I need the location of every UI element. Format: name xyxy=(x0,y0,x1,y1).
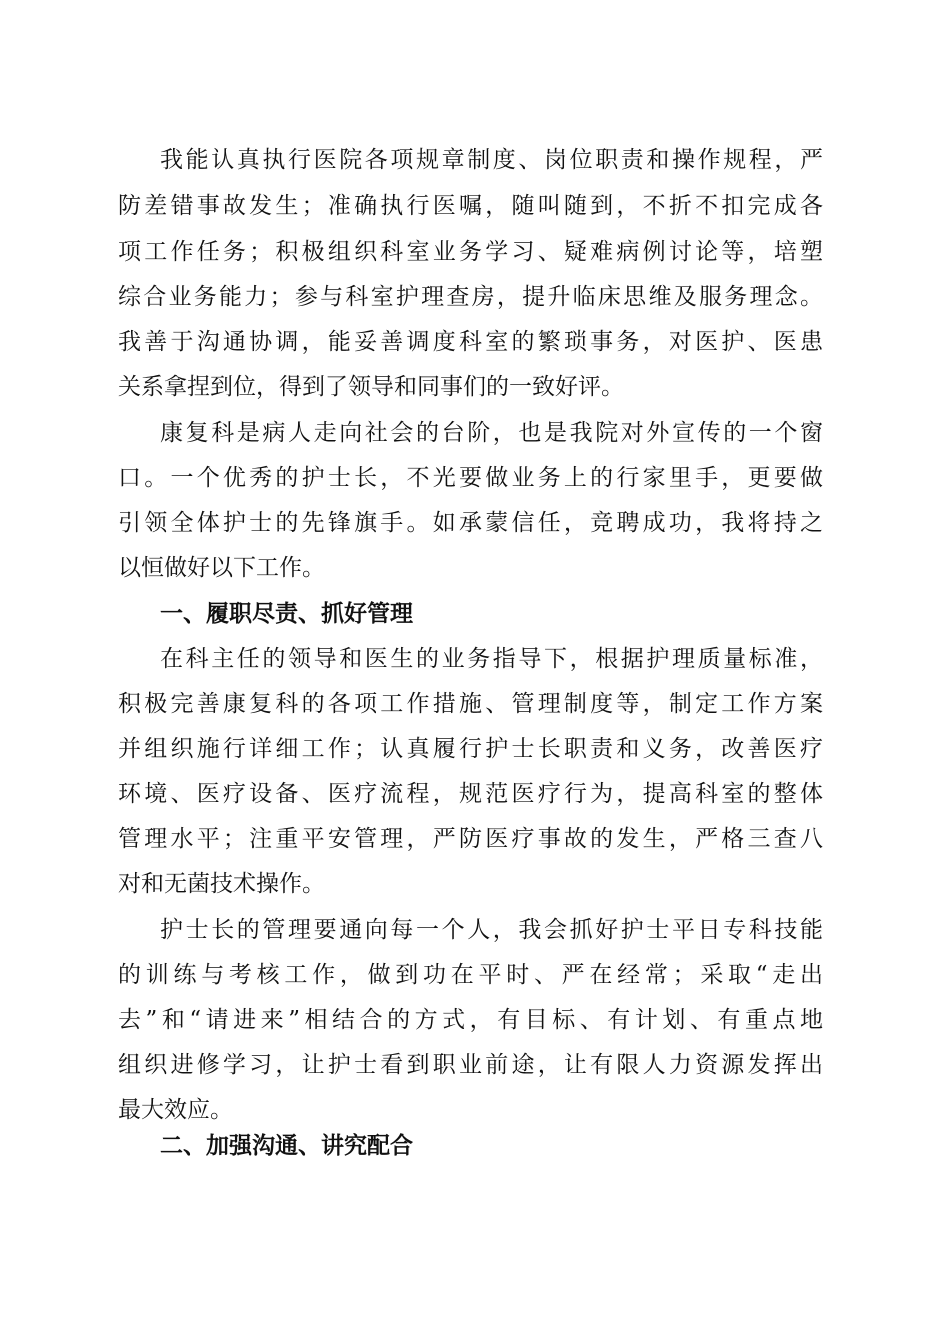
paragraph-2-line-1: 康复科是病人走向社会的台阶，也是我院对外宣传的一个窗 xyxy=(160,420,823,446)
paragraph-3-line-4: 环境、医疗设备、医疗流程，规范医疗行为，提高科室的整体 xyxy=(118,781,823,807)
section-heading-2: 二、加强沟通、讲究配合 xyxy=(160,1133,413,1159)
paragraph-4-line-4: 组织进修学习，让护士看到职业前途，让有限人力资源发挥出 xyxy=(118,1052,823,1078)
paragraph-1-line-1: 我能认真执行医院各项规章制度、岗位职责和操作规程，严 xyxy=(160,147,823,173)
paragraph-3-line-6: 对和无菌技术操作。 xyxy=(118,871,325,897)
paragraph-4-line-3: 去”和“请进来”相结合的方式，有目标、有计划、有重点地 xyxy=(118,1007,823,1033)
paragraph-3-line-1: 在科主任的领导和医生的业务指导下，根据护理质量标准， xyxy=(160,646,823,672)
paragraph-4-line-5: 最大效应。 xyxy=(118,1097,233,1123)
paragraph-2-line-3: 引领全体护士的先锋旗手。如承蒙信任，竞聘成功，我将持之 xyxy=(118,510,823,536)
paragraph-1-line-5: 我善于沟通协调，能妥善调度科室的繁琐事务，对医护、医患 xyxy=(118,329,823,355)
paragraph-1-line-4: 综合业务能力；参与科室护理查房，提升临床思维及服务理念。 xyxy=(118,284,823,310)
section-heading-1: 一、履职尽责、抓好管理 xyxy=(160,601,413,627)
paragraph-3-line-3: 并组织施行详细工作；认真履行护士长职责和义务，改善医疗 xyxy=(118,736,823,762)
paragraph-2-line-4: 以恒做好以下工作。 xyxy=(118,555,325,581)
paragraph-4-line-1: 护士长的管理要通向每一个人，我会抓好护士平日专科技能 xyxy=(160,917,823,943)
paragraph-1-line-3: 项工作任务；积极组织科室业务学习、疑难病例讨论等，培塑 xyxy=(118,239,823,265)
paragraph-1-line-2: 防差错事故发生；准确执行医嘱，随叫随到，不折不扣完成各 xyxy=(118,193,823,219)
paragraph-3-line-2: 积极完善康复科的各项工作措施、管理制度等，制定工作方案 xyxy=(118,691,823,717)
paragraph-1-line-6: 关系拿捏到位，得到了领导和同事们的一致好评。 xyxy=(118,374,624,400)
paragraph-2-line-2: 口。一个优秀的护士长，不光要做业务上的行家里手，更要做 xyxy=(118,465,823,491)
paragraph-4-line-2: 的训练与考核工作，做到功在平时、严在经常；采取“走出 xyxy=(118,962,823,988)
paragraph-3-line-5: 管理水平；注重平安管理，严防医疗事故的发生，严格三查八 xyxy=(118,826,823,852)
